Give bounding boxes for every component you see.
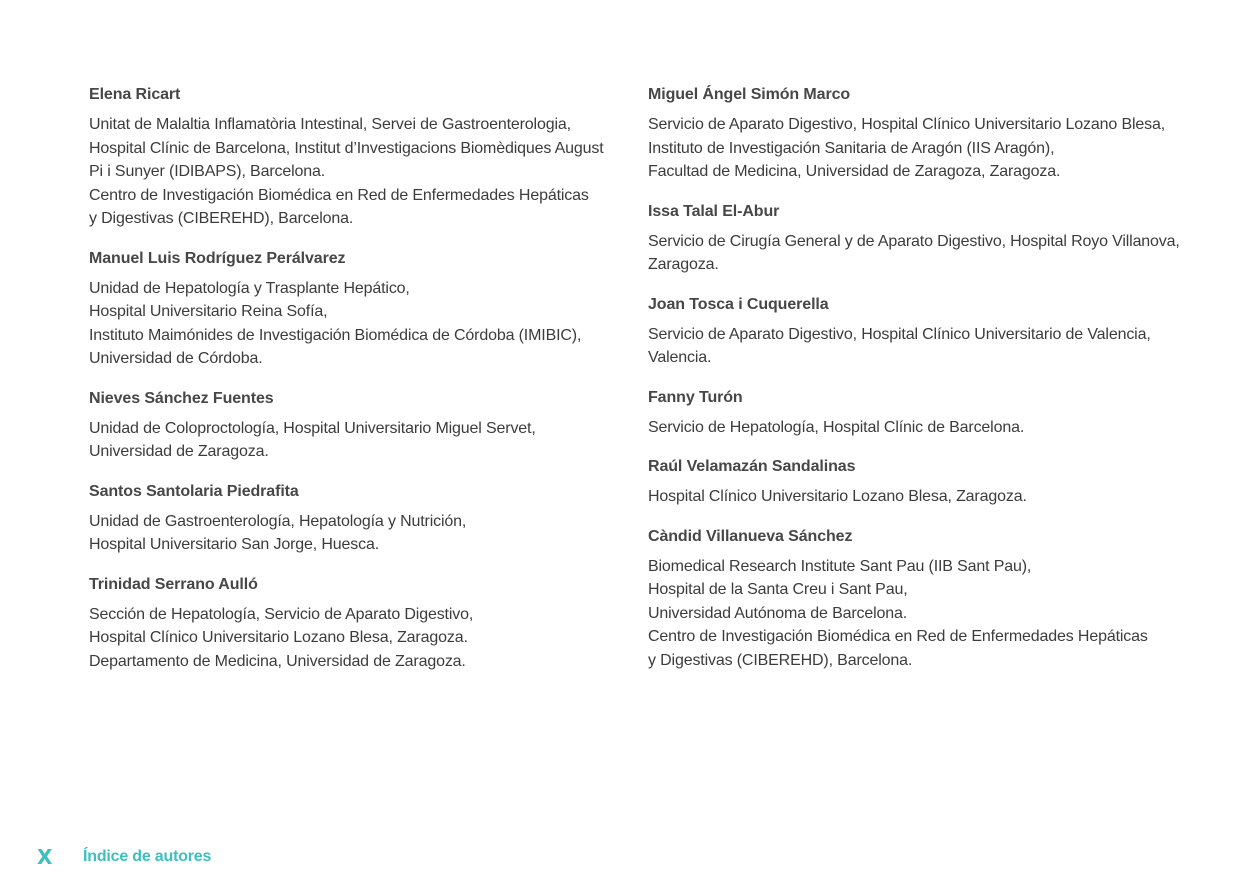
author-name: Trinidad Serrano Aulló xyxy=(89,575,258,593)
author-name: Issa Talal El-Abur xyxy=(648,202,780,220)
author-affiliation-line: Instituto de Investigación Sanitaria de Aragón (IIS Aragón), xyxy=(648,139,1055,157)
author-affiliation-line: Unidad de Hepatología y Trasplante Hepático, xyxy=(89,279,410,297)
author-affiliation-line: Hospital Clínico Universitario Lozano Blesa, Zaragoza. xyxy=(648,488,1027,505)
author-affiliation-line: Universidad de Córdoba. xyxy=(89,350,263,367)
author-affiliation-line: Servicio de Aparato Digestivo, Hospital Clínico Universitario de Valencia, xyxy=(648,325,1151,343)
author-name: Joan Tosca i Cuquerella xyxy=(648,295,829,313)
author-affiliation-line: y Digestivas (CIBEREHD), Barcelona. xyxy=(89,210,354,227)
author-column-right xyxy=(648,84,1208,689)
author-affiliation-line: Instituto Maimónides de Investigación Biomédica de Córdoba (IMIBIC), xyxy=(89,326,582,344)
author-entry xyxy=(89,574,629,674)
author-affiliation-line: Unidad de Gastroenterología, Hepatología y Nutrición, xyxy=(89,512,467,530)
author-name: Fanny Turón xyxy=(648,388,743,406)
author-entry xyxy=(89,481,629,557)
author-affiliation-line: Centro de Investigación Biomédica en Red de Enfermedades Hepáticas xyxy=(648,628,1148,645)
author-entry xyxy=(648,201,1208,277)
author-affiliation-line: Centro de Investigación Biomédica en Red de Enfermedades Hepáticas xyxy=(89,186,589,204)
author-affiliation-line: Universidad de Zaragoza. xyxy=(89,443,269,460)
author-entry xyxy=(648,526,1208,673)
author-affiliation-line: Hospital Universitario Reina Sofía, xyxy=(89,303,328,320)
author-affiliation-line: Zaragoza. xyxy=(648,256,719,273)
author-affiliation-line: Departamento de Medicina, Universidad de Zaragoza. xyxy=(89,652,466,670)
author-name: Elena Ricart xyxy=(89,86,181,103)
author-affiliation-line: Servicio de Hepatología, Hospital Clínic de Barcelona. xyxy=(648,418,1025,436)
author-entry xyxy=(89,388,629,464)
author-entry xyxy=(648,387,1208,440)
section-title: Índice de autores xyxy=(83,848,212,865)
author-affiliation-line: Servicio de Aparato Digestivo, Hospital Clínico Universitario Lozano Blesa, xyxy=(648,116,1166,133)
author-name: Miguel Ángel Simón Marco xyxy=(648,86,851,103)
author-affiliation-line: Servicio de Cirugía General y de Aparato Digestivo, Hospital Royo Villanova, xyxy=(648,232,1180,250)
author-entry xyxy=(89,84,629,231)
page-number: X xyxy=(37,845,53,869)
page-footer xyxy=(0,840,1241,874)
author-affiliation-line: Unitat de Malaltia Inflamatòria Intestinal, Servei de Gastroenterologia, xyxy=(89,116,571,133)
author-entry xyxy=(89,248,629,371)
author-name: Raúl Velamazán Sandalinas xyxy=(648,458,856,475)
author-affiliation-line: Universidad Autónoma de Barcelona. xyxy=(648,604,908,622)
author-affiliation-line: Biomedical Research Institute Sant Pau (IIB Sant Pau), xyxy=(648,557,1032,575)
author-affiliation-line: Hospital Clínico Universitario Lozano Blesa, Zaragoza. xyxy=(89,629,468,646)
author-entry xyxy=(648,456,1208,509)
author-affiliation-line: Hospital de la Santa Creu i Sant Pau, xyxy=(648,581,908,598)
author-affiliation-line: Unidad de Coloproctología, Hospital Universitario Miguel Servet, xyxy=(89,419,536,437)
author-affiliation-line: y Digestivas (CIBEREHD), Barcelona. xyxy=(648,651,913,669)
author-column-left xyxy=(89,84,629,690)
author-affiliation-line: Pi i Sunyer (IDIBAPS), Barcelona. xyxy=(89,163,326,180)
author-name: Nieves Sánchez Fuentes xyxy=(89,389,274,407)
author-affiliation-line: Sección de Hepatología, Servicio de Aparato Digestivo, xyxy=(89,605,474,623)
author-name: Càndid Villanueva Sánchez xyxy=(648,527,853,545)
author-affiliation-line: Valencia. xyxy=(648,349,712,366)
author-affiliation-line: Hospital Universitario San Jorge, Huesca. xyxy=(89,536,379,553)
author-name: Manuel Luis Rodríguez Perálvarez xyxy=(89,249,346,267)
author-name: Santos Santolaria Piedrafita xyxy=(89,482,299,500)
author-entry xyxy=(648,294,1208,370)
author-affiliation-line: Facultad de Medicina, Universidad de Zaragoza, Zaragoza. xyxy=(648,163,1061,180)
author-entry xyxy=(648,84,1208,184)
author-affiliation-line: Hospital Clínic de Barcelona, Institut d’Investigacions Biomèdiques August xyxy=(89,139,604,157)
